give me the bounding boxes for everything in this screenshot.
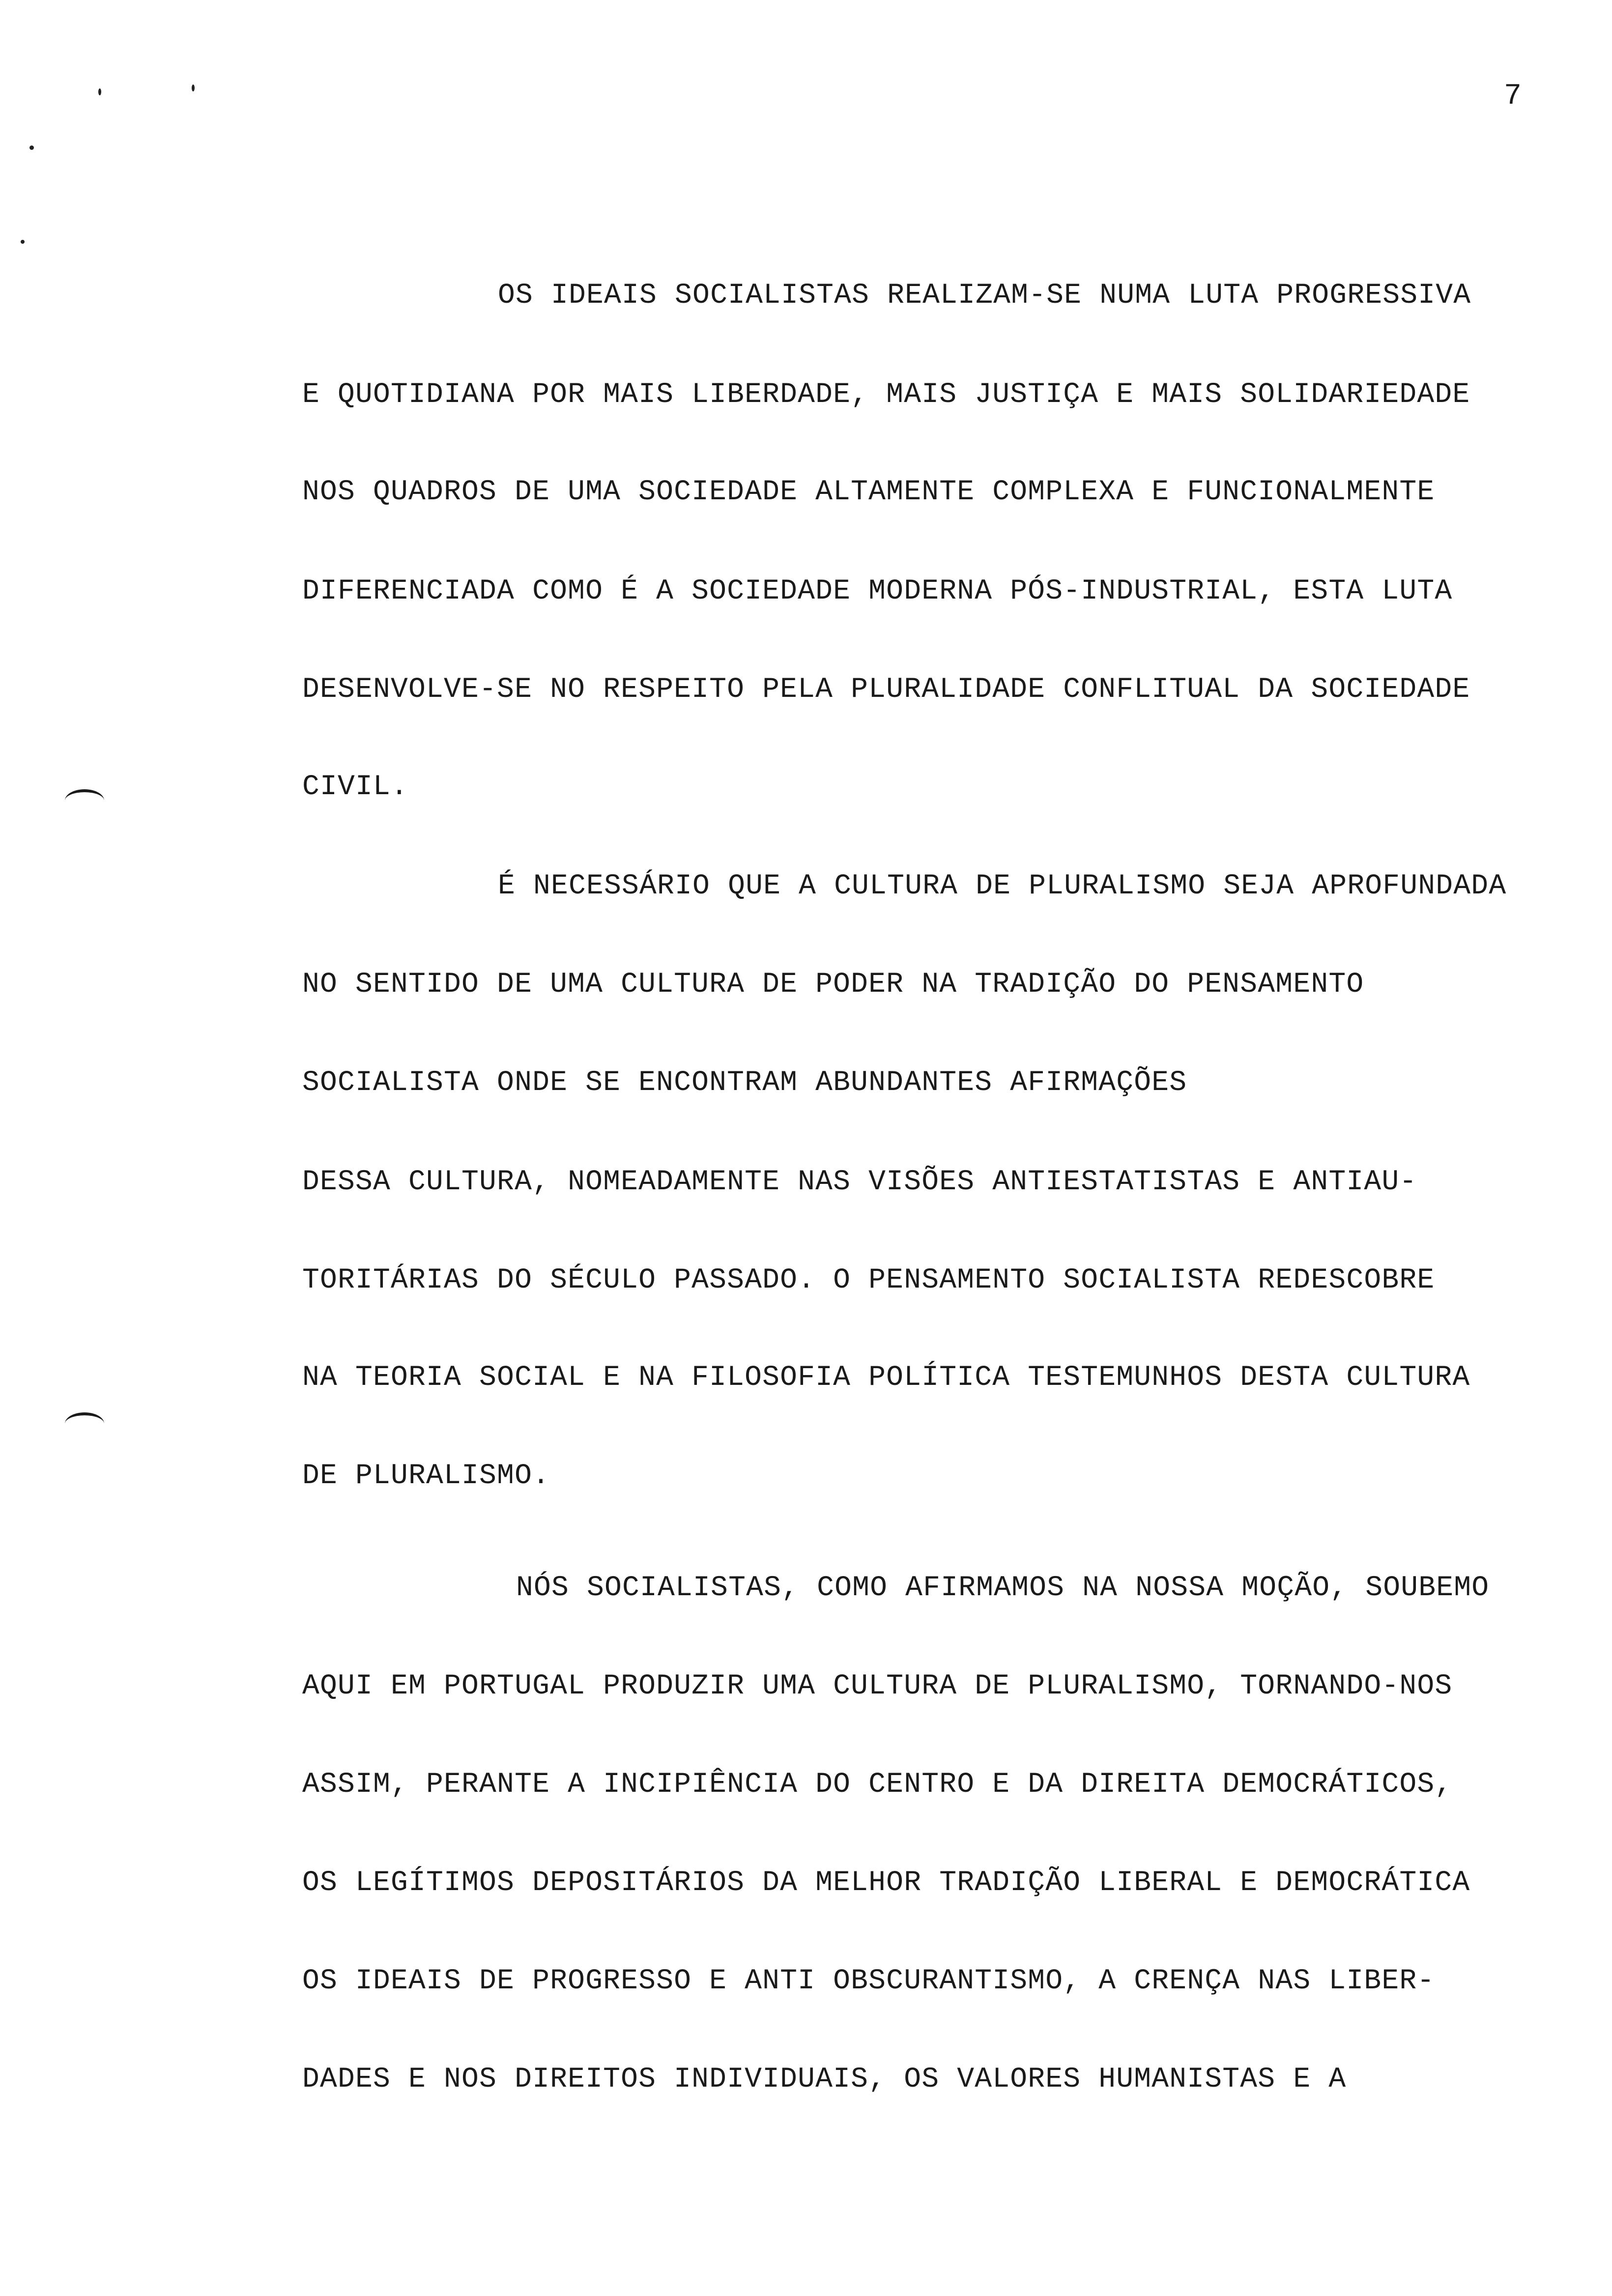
hole-punch-mark [65,1412,104,1435]
paragraph-2-line-5: TORITÁRIAS DO SÉCULO PASSADO. O PENSAMENTO SOCIALISTA REDESCOBRE [302,1264,1435,1296]
scan-speck [21,240,25,244]
paragraph-2-line-6: NA TEORIA SOCIAL E NA FILOSOFIA POLÍTICA TESTEMUNHOS DESTA CULTURA [302,1362,1470,1394]
paragraph-3-line-2: AQUI EM PORTUGAL PRODUZIR UMA CULTURA DE PLURALISMO, TORNANDO-NOS [302,1670,1453,1702]
paragraph-3-line-4: OS LEGÍTIMOS DEPOSITÁRIOS DA MELHOR TRADIÇÃO LIBERAL E DEMOCRÁTICA [302,1867,1470,1899]
hole-punch-mark [65,789,104,812]
paragraph-2-line-1: É NECESSÁRIO QUE A CULTURA DE PLURALISMO SEJA APROFUNDADA [498,870,1507,902]
paragraph-3-line-1: NÓS SOCIALISTAS, COMO AFIRMAMOS NA NOSSA MOÇÃO, SOUBEMO [516,1572,1490,1604]
scan-speck [29,145,34,150]
paragraph-3-line-3: ASSIM, PERANTE A INCIPIÊNCIA DO CENTRO E DA DIREITA DEMOCRÁTICOS, [302,1769,1453,1801]
paragraph-1-line-5: DESENVOLVE-SE NO RESPEITO PELA PLURALIDADE CONFLITUAL DA SOCIEDADE [302,674,1470,706]
page-number: 7 [1504,80,1522,113]
paragraph-1-line-4: DIFERENCIADA COMO É A SOCIEDADE MODERNA PÓS-INDUSTRIAL, ESTA LUTA [302,575,1453,607]
paragraph-2-line-2: NO SENTIDO DE UMA CULTURA DE PODER NA TRADIÇÃO DO PENSAMENTO [302,969,1364,1001]
paragraph-1-line-6: CIVIL. [302,771,409,803]
paragraph-3-line-5: OS IDEAIS DE PROGRESSO E ANTI OBSCURANTISMO, A CRENÇA NAS LIBER- [302,1965,1435,1997]
scan-speck [192,85,195,91]
paragraph-1-line-2: E QUOTIDIANA POR MAIS LIBERDADE, MAIS JUSTIÇA E MAIS SOLIDARIEDADE [302,379,1470,411]
paragraph-2-line-7: DE PLURALISMO. [302,1460,550,1492]
paragraph-1-line-3: NOS QUADROS DE UMA SOCIEDADE ALTAMENTE COMPLEXA E FUNCIONALMENTE [302,476,1435,508]
paragraph-3-line-6: DADES E NOS DIREITOS INDIVIDUAIS, OS VALORES HUMANISTAS E A [302,2064,1347,2095]
paragraph-2-line-4: DESSA CULTURA, NOMEADAMENTE NAS VISÕES ANTIESTATISTAS E ANTIAU- [302,1166,1417,1198]
paragraph-1-line-1: OS IDEAIS SOCIALISTAS REALIZAM-SE NUMA LUTA PROGRESSIVA [498,280,1471,312]
scan-speck [98,88,101,95]
paragraph-2-line-3: SOCIALISTA ONDE SE ENCONTRAM ABUNDANTES AFIRMAÇÕES [302,1067,1187,1099]
